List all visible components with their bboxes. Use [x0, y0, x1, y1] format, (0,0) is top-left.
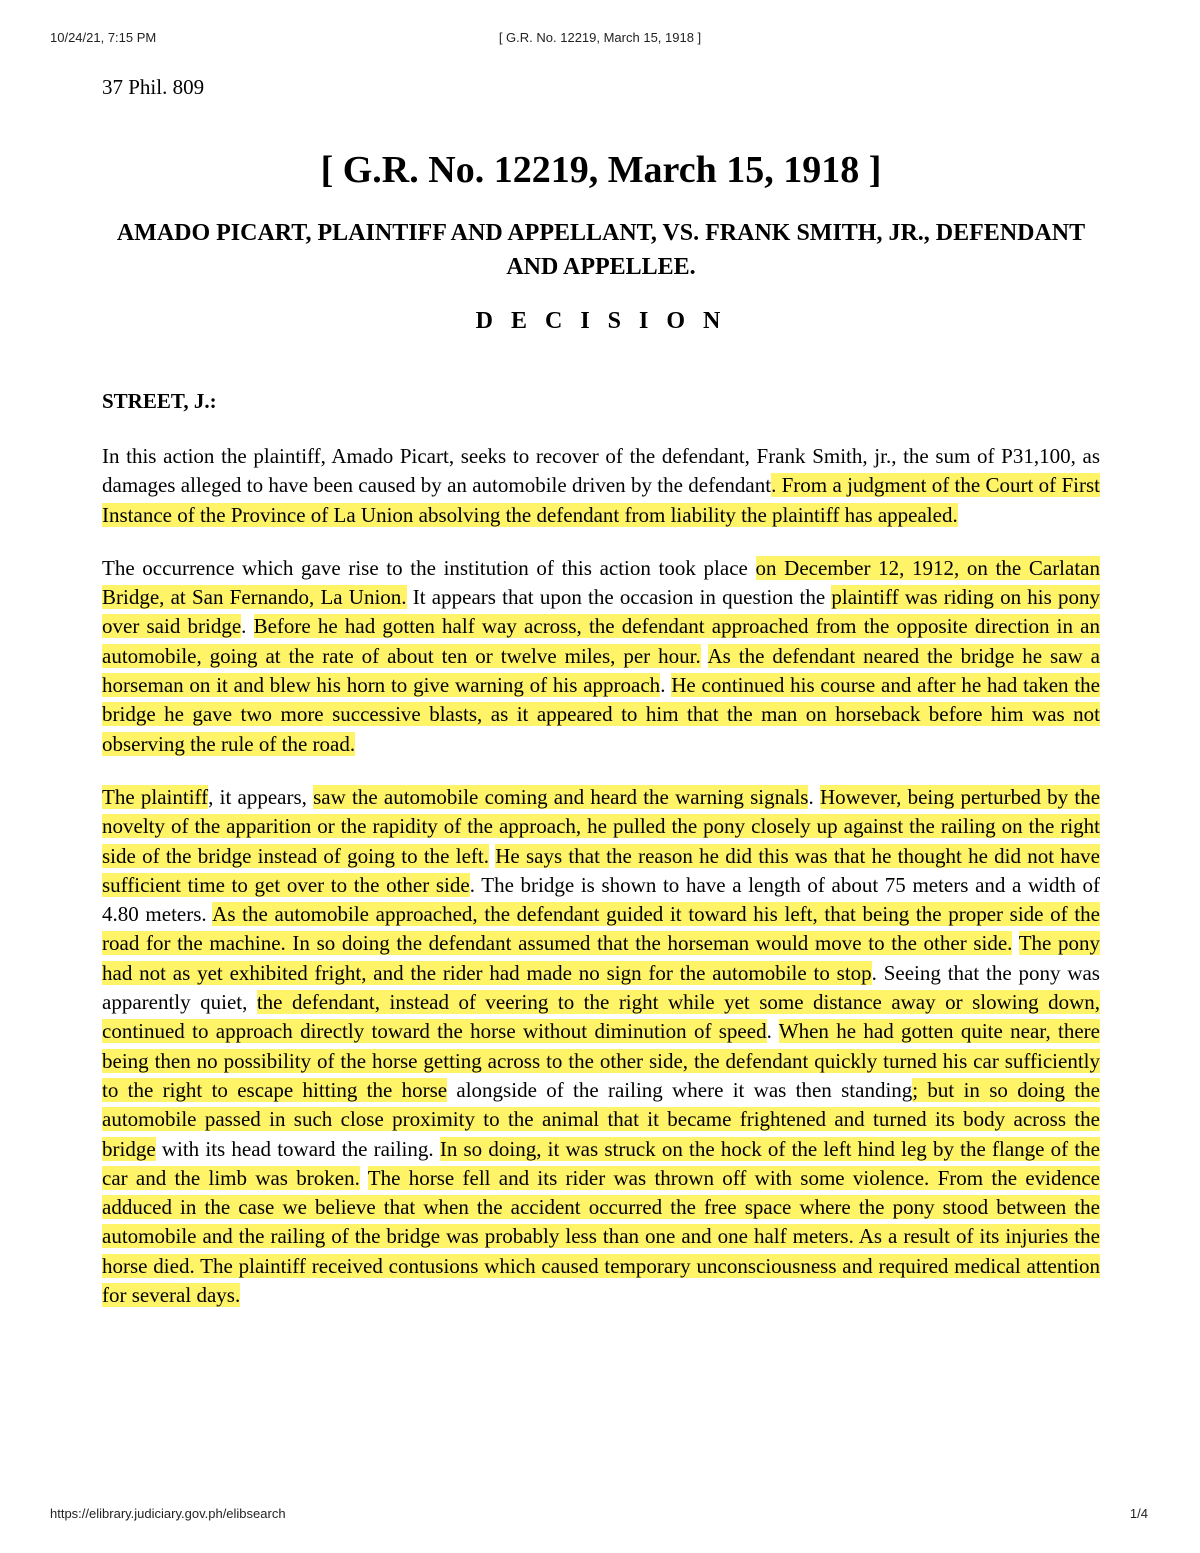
highlighted-text: . From a judgment of the Court of First Instance of the Province of La Union absolving the defendant from liability the plaintiff has appealed.: [102, 473, 1100, 527]
case-parties: AMADO PICART, PLAINTIFF AND APPELLANT, VS. FRANK SMITH, JR., DEFENDANT AND APPELLEE.: [116, 220, 1086, 280]
highlighted-text: As the automobile approached, the defendant guided it toward his left, that being the proper side of the road for the machine. In so doing the defendant assumed that the horseman would move to the other side.: [102, 902, 1100, 956]
paragraph: [102, 554, 1100, 759]
highlighted-text: Before he had gotten half way across, the defendant approached from the opposite direction in an automobile, going at the rate of about ten or twelve miles, per hour.: [102, 614, 1101, 668]
text-segment: alongside of the railing where it was then standing: [447, 1077, 913, 1102]
text-segment: , it appears,: [208, 784, 314, 809]
header-title: [ G.R. No. 12219, March 15, 1918 ]: [498, 30, 702, 45]
text-segment: In this action the plaintiff, Amado Picart, seeks to recover of the defendant, Frank Smith, jr., the sum of P31,100, as damages alleged to have been caused by an automobile driven by the defendant: [102, 444, 1100, 498]
footer-url: https://elibrary.judiciary.gov.ph/elibsearch: [50, 1506, 286, 1521]
text-segment: . The bridge is shown to have a length of about 75 meters and a width of 4.80 meters.: [102, 872, 1100, 927]
text-segment: [701, 644, 708, 668]
text-segment: .: [808, 784, 820, 809]
text-segment: It appears that upon the occasion in question the: [406, 585, 832, 610]
highlighted-text: saw the automobile coming and heard the warning signals: [313, 784, 809, 809]
ponente: STREET, J.:: [102, 389, 217, 413]
highlighted-text: The horse fell and its rider was thrown off with some violence. From the evidence adduced in the case we believe that when the accident occurred the free space where the pony stood between the automobile and the railing of the bridge was probably less than one and one half meters. As a result of its injuries the horse died. The plaintiff received contusions which caused temporary unconsciousness and required medical attention for several days.: [102, 1165, 1100, 1308]
decision-heading: D E C I S I O N: [475, 308, 727, 334]
highlighted-text: In so doing, it was struck on the hock of the left hind leg by the flange of the car and the limb was broken.: [102, 1136, 1100, 1190]
highlighted-text: the defendant, instead of veering to the right while yet some distance away or slowing down, continued to approach directly toward the horse without diminution of speed: [102, 990, 1100, 1044]
text-segment: .: [660, 673, 672, 698]
highlighted-text: on December 12, 1912, on the Carlatan Bridge, at San Fernando, La Union.: [102, 555, 1100, 610]
highlighted-text: When he had gotten quite near, there being then no possibility of the horse getting across to the other side, the defendant quickly turned his car sufficiently to the right to escape hitting the horse: [102, 1019, 1100, 1102]
highlighted-text: However, being perturbed by the novelty of the apparition or the rapidity of the approach, he pulled the pony closely up against the railing on the right side of the bridge instead of going to the left.: [102, 784, 1101, 868]
case-number: [ G.R. No. 12219, March 15, 1918 ]: [320, 149, 882, 191]
text-segment: with its head toward the railing.: [155, 1136, 440, 1161]
highlighted-text: The pony had not as yet exhibited fright, and the rider had made no sign for the automobile to stop: [102, 931, 1100, 985]
header-date: 10/24/21, 7:15 PM: [50, 30, 157, 45]
text-segment: .: [241, 614, 254, 639]
text-segment: The occurrence which gave rise to the institution of this action took place: [102, 555, 756, 580]
document-body: [102, 72, 1100, 1310]
highlighted-text: The plaintiff: [102, 784, 209, 809]
paragraph: [102, 442, 1100, 530]
text-segment: [1012, 931, 1018, 955]
text-segment: . Seeing that the pony was apparently quiet,: [102, 960, 1100, 1015]
citation: 37 Phil. 809: [102, 75, 205, 99]
text-segment: [360, 1166, 368, 1190]
highlighted-text: plaintiff was riding on his pony over said bridge: [102, 585, 1100, 639]
highlighted-text: He continued his course and after he had taken the bridge he gave two more successive blasts, as it appeared to him that the man on horseback before him was not observing the rule of the road.: [102, 673, 1101, 756]
highlighted-text: He says that the reason he did this was that he thought he did not have sufficient time to get over to the other side: [102, 843, 1100, 897]
highlighted-text: ; but in so doing the automobile passed in such close proximity to the animal that it became frightened and turned its body across the bridge: [102, 1077, 1100, 1161]
paragraph: [102, 783, 1100, 1310]
text-segment: .: [766, 1019, 779, 1044]
highlighted-text: As the defendant neared the bridge he saw a horseman on it and blew his horn to give warning of his approach: [102, 643, 1100, 698]
page-number: 1/4: [1129, 1506, 1148, 1521]
